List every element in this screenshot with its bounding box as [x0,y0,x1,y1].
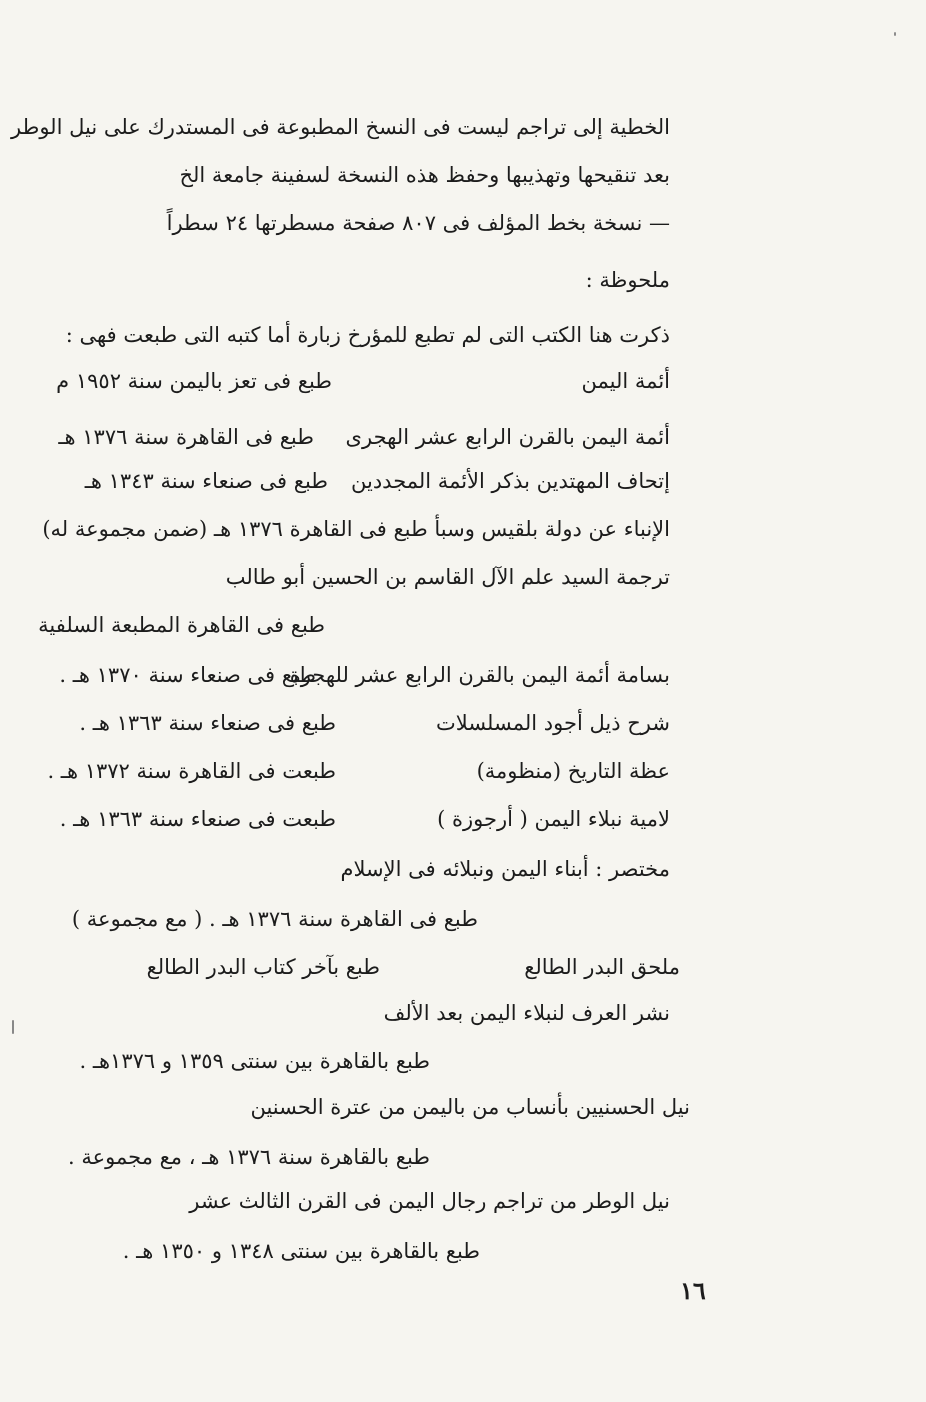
book-print-info: طبع فى القاهرة سنة ١٣٧٦ هـ . ( مع مجموعة ) [71,907,478,931]
book-print-info: طبع فى صنعاء سنة ١٣٦٣ هـ . [79,711,336,735]
book-print-info: طبع فى القاهرة ١٣٧٦ هـ (ضمن مجموعة له) [42,517,428,541]
intro-line-1: الخطية إلى تراجم ليست فى النسخ المطبوعة فى المستدرك على نيل الوطر [11,115,670,139]
book-print-info: طبع فى القاهرة المطبعة السلفية [38,613,325,637]
book-title: نشر العرف لنبلاء اليمن بعد الألف [383,1001,670,1025]
book-title: إتحاف المهتدين بذكر الأئمة المجددين [351,469,670,493]
book-print-info: طبع بالقاهرة سنة ١٣٧٦ هـ ، مع مجموعة . [68,1145,430,1169]
note-heading: ملحوظة : [585,268,670,292]
book-print-info: طبع فى صنعاء سنة ١٣٤٣ هـ [84,469,328,493]
book-entry [79,708,670,738]
book-print-info: طبع بالقاهرة بين سنتى ١٣٤٨ و ١٣٥٠ هـ . [122,1239,480,1263]
book-title: أئمة اليمن بالقرن الرابع عشر الهجرى [345,425,670,449]
intro-line-2: بعد تنقيحها وتهذيبها وحفظ هذه النسخة لسفينة جامعة الخ [179,163,670,187]
book-entry [59,804,670,834]
book-entry [82,466,670,496]
scan-speck [894,32,896,36]
book-title: بسامة أئمة اليمن بالقرن الرابع عشر للهجرة [289,663,670,687]
book-print-info: طبعت فى صنعاء سنة ١٣٦٣ هـ . [59,807,336,831]
book-title: الإنباء عن دولة بلقيس وسبأ [434,517,670,541]
book-title: لامية نبلاء اليمن ( أرجوزة ) [437,807,670,831]
scan-speck [12,1020,14,1034]
book-print-info: طبع بالقاهرة بين سنتى ١٣٥٩ و ١٣٧٦هـ . [79,1049,430,1073]
book-print-info: طبع بآخر كتاب البدر الطالع [146,955,380,979]
book-print-info: طبعت فى القاهرة سنة ١٣٧٢ هـ . [47,759,336,783]
intro-line-3: — نسخة بخط المؤلف فى ٨٠٧ صفحة مسطرتها ٢٤ سطراً [166,211,670,235]
book-title: نيل الحسنيين بأنساب من باليمن من عترة الحسنين [250,1095,690,1119]
book-entry [59,660,670,690]
book-title: نيل الوطر من تراجم رجال اليمن فى القرن الثالث عشر [189,1189,670,1213]
book-entry [56,366,670,396]
book-entry [58,422,670,452]
book-title: ترجمة السيد علم الآل القاسم بن الحسين أبو طالب [225,565,670,589]
book-print-info: طبع فى صنعاء سنة ١٣٧٠ هـ . [59,663,316,687]
book-title: أئمة اليمن [581,369,670,393]
book-title: مختصر : أبناء اليمن ونبلائه فى الإسلام [340,857,670,881]
note-text: ذكرت هنا الكتب التى لم تطبع للمؤرخ زبارة أما كتبه التى طبعت فهى : [65,323,670,347]
book-print-info: طبع فى القاهرة سنة ١٣٧٦ هـ [58,425,314,449]
book-title: ملحق البدر الطالع [524,955,680,979]
book-print-info: طبع فى تعز باليمن سنة ١٩٥٢ م [56,369,332,393]
book-entry [82,952,680,982]
book-entry [47,756,670,786]
book-title: شرح ذيل أجود المسلسلات [436,711,670,735]
book-entry [42,514,670,544]
page-number: ١٦ [680,1276,706,1305]
book-title: عظة التاريخ (منظومة) [476,759,670,783]
